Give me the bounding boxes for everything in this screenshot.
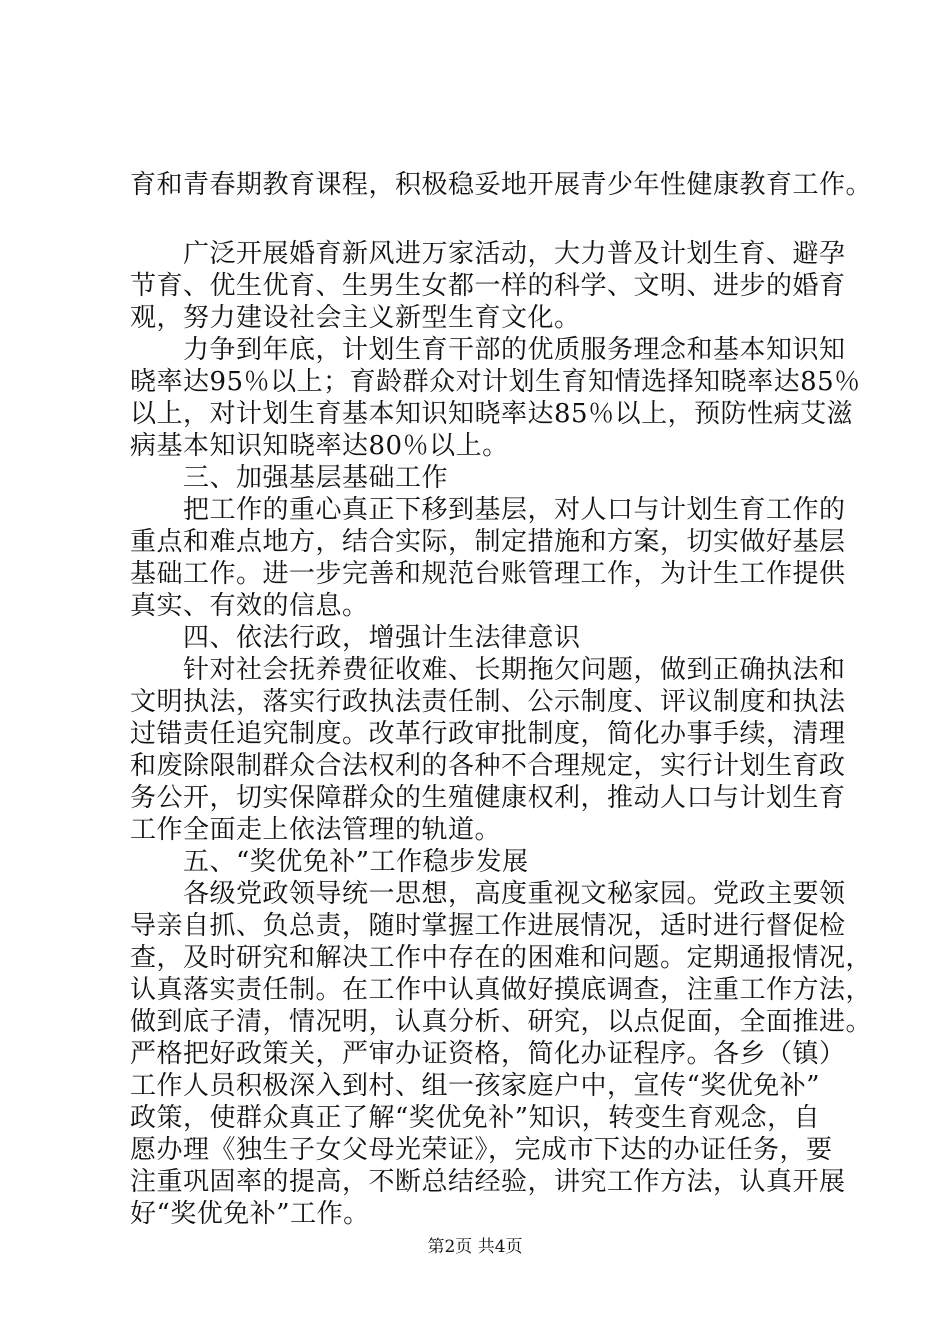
text-line: 注重巩固率的提高，不断总结经验，讲究工作方法，认真开展	[130, 1167, 846, 1197]
text-line: 工作全面走上依法管理的轨道。	[130, 815, 502, 845]
text-line: 工作人员积极深入到村、组一孩家庭户中，宣传“奖优免补”	[130, 1071, 821, 1101]
text-line: 导亲自抓、负总责，随时掌握工作进展情况，适时进行督促检	[130, 911, 846, 941]
text-line: 严格把好政策关，严审办证资格，简化办证程序。各乡（镇）	[130, 1039, 846, 1069]
text-line: 真实、有效的信息。	[130, 591, 369, 621]
text-line: 观，努力建设社会主义新型生育文化。	[130, 303, 581, 333]
text-line: 和废除限制群众合法权利的各种不合理规定，实行计划生育政	[130, 751, 846, 781]
section-heading: 四、依法行政，增强计生法律意识	[130, 623, 581, 653]
text-line: 广泛开展婚育新风进万家活动，大力普及计划生育、避孕	[130, 239, 846, 269]
text-line: 各级党政领导统一思想，高度重视文秘家园。党政主要领	[130, 879, 846, 909]
text-line: 过错责任追究制度。改革行政审批制度，简化办事手续，清理	[130, 719, 846, 749]
text-line: 育和青春期教育课程，积极稳妥地开展青少年性健康教育工作。	[130, 170, 873, 200]
text-line: 重点和难点地方，结合实际，制定措施和方案，切实做好基层	[130, 527, 846, 557]
text-line: 节育、优生优育、生男生女都一样的科学、文明、进步的婚育	[130, 271, 846, 301]
text-line: 查，及时研究和解决工作中存在的困难和问题。定期通报情况，	[130, 943, 873, 973]
text-line: 务公开，切实保障群众的生殖健康权利，推动人口与计划生育	[130, 783, 846, 813]
text-line: 晓率达95％以上；育龄群众对计划生育知情选择知晓率达85％	[130, 367, 861, 397]
text-line: 把工作的重心真正下移到基层，对人口与计划生育工作的	[130, 495, 846, 525]
text-line: 愿办理《独生子女父母光荣证》，完成市下达的办证任务，要	[130, 1135, 833, 1165]
section-heading: 三、加强基层基础工作	[130, 463, 449, 493]
text-line: 以上，对计划生育基本知识知晓率达85％以上，预防性病艾滋	[130, 399, 854, 429]
text-line: 力争到年底，计划生育干部的优质服务理念和基本知识知	[130, 335, 846, 365]
section-heading: 五、“奖优免补”工作稳步发展	[130, 847, 529, 877]
text-line: 文明执法，落实行政执法责任制、公示制度、评议制度和执法	[130, 687, 846, 717]
page-number-footer: 第2页 共4页	[427, 1237, 523, 1257]
text-line: 病基本知识知晓率达80％以上。	[130, 431, 509, 461]
text-line: 基础工作。进一步完善和规范台账管理工作，为计生工作提供	[130, 559, 846, 589]
text-line: 好“奖优免补”工作。	[130, 1199, 370, 1229]
text-line: 政策，使群众真正了解“奖优免补”知识，转变生育观念，自	[130, 1103, 821, 1133]
text-line: 认真落实责任制。在工作中认真做好摸底调查，注重工作方法，	[130, 975, 873, 1005]
text-line: 做到底子清，情况明，认真分析、研究，以点促面，全面推进。	[130, 1007, 873, 1037]
text-line: 针对社会抚养费征收难、长期拖欠问题，做到正确执法和	[130, 655, 846, 685]
